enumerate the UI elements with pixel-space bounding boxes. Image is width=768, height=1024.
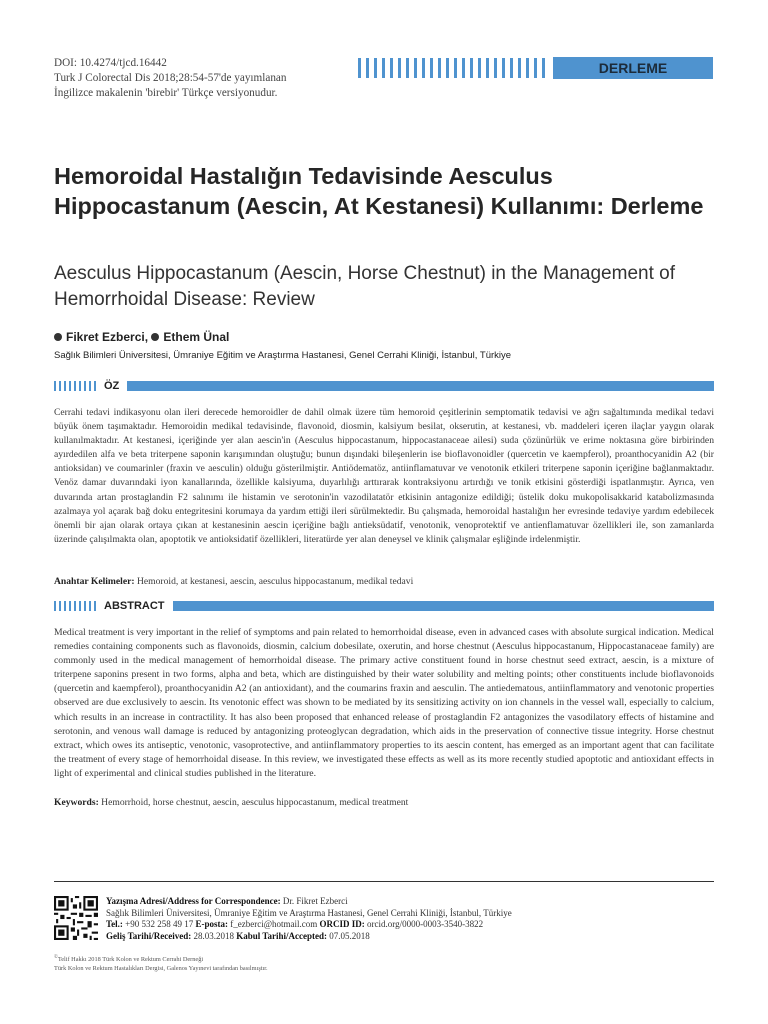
orcid-label: ORCID ID: <box>319 919 365 930</box>
doi: DOI: 10.4274/tjcd.16442 <box>54 57 167 69</box>
oz-text: Cerrahi tedavi indikasyonu olan ileri derecede hemoroidler de dahil olmak üzere tüm hemoroid çeşitlerinin semptomatik tedavisi ve ağrı sağaltımında medikal tedavi büyük önem taşımaktadır. Hemoroidin medikal tedavisinde, flavonoid, diosmin, kalsiyum besilat, okserutin, at kestanesi, vb. maddeleri içeren ilaçlar yaygın olarak kullanılmaktadır. At kestanesi, içeriğinde yer alan aescin'in (Aesculus hippocastanum, hippocastanaceae ailesi) suda çözünürlük ve erime noktasına göre birbirinden ayırdedilen alfa ve beta triterpene saponin karışımından oluştuğu; bunun dışındaki bileşenlerin ise bioflavonoidler (quercetin ve kaempferol), proanthocyanidin A2 (bir antioksidan) ve coumarinler (fraxin ve aesculin) olduğu gösterilmiştir. Antiödematöz, antiinflamatuvar ve venotonik etkileri triterpene saponin içeriğine bağlanmaktadır. Venöz damar duvarındaki iyon kanallarında, özellikle kalsiyuma, duyarlılığı arttırarak kontraksiyonu artırdığı ve tonik etkisini gösterdiği ispatlanmıştır. Ayrıca, ven duvarında artan prostaglandin F2 salınımı ile histamin ve serotonin'in vazodilatatör etkisinin antagonize edildiği; üstelik doku mukopolisakkarid katabolizmasında azalmaya yol açarak bağ doku entegritesini korumaya da yardım ettiği ileri sürülmektedir. Bu çalışmada, hemoroidal hastalığın her evresinde tedaviye yardım edebilecek önemli bir ajan olarak ortaya çıkan at kestanesinin aescin içeriğine bağlı antieksüdatif, venotonik, venoprotektif ve antienflamatuvar özellikleri ile, son zamanlarda üzerinde çalışılmakta olan, apoptotik ve antioksidatif özellikleri, literatürde yer alan deneysel ve klinik çalışmalar eşliğinde irdelenmiştir. <box>54 407 714 545</box>
copyright-line-1: Telif Hakkı 2018 Türk Kolon ve Rektum Cerrahi Derneği <box>57 956 204 964</box>
keywords-label: Anahtar Kelimeler: <box>54 576 135 587</box>
email-value[interactable]: f_ezberci@hotmail.com <box>228 919 320 930</box>
received-label: Geliş Tarihi/Received: <box>106 930 192 941</box>
footer-rule <box>54 881 714 882</box>
copyright-symbol: © <box>54 955 58 960</box>
copyright-notice <box>54 954 268 973</box>
abstract-heading: ABSTRACT <box>104 600 165 612</box>
section-rule <box>127 381 714 391</box>
oz-section-header <box>54 380 714 392</box>
article-title-en: Aesculus Hippocastanum (Aescin, Horse Chestnut) in the Management of Hemorrhoidal Disease: Review <box>54 263 675 310</box>
affiliation: Sağlık Bilimleri Üniversitesi, Ümraniye Eğitim ve Araştırma Hastanesi, Genel Cerrahi Kliniği, İstanbul, Türkiye <box>54 350 512 361</box>
section-rule <box>173 601 715 611</box>
article-type-badge: DERLEME <box>553 57 713 79</box>
correspondence-label: Yazışma Adresi/Address for Correspondence: <box>106 896 281 906</box>
tel-label: Tel.: <box>106 919 123 930</box>
author-list <box>54 330 229 344</box>
section-stripe-decoration <box>54 601 96 611</box>
tel-value: +90 532 258 49 17 <box>122 919 196 930</box>
oz-keywords <box>54 575 714 589</box>
keywords-value: Hemorrhoid, horse chestnut, aescin, aesculus hippocastanum, medical treatment <box>98 797 409 808</box>
abstract-text: Medical treatment is very important in the relief of symptoms and pain related to hemorrhoidal disease, even in advanced cases with absolute surgical indication. Medical remedies containing components such as flavonoids, diosmin, calcium dobesilate, oxerutin, and horse chestnut (Aesculus hippocastanum, Hippocastanaceae family) are commonly used in the medical management of hemorrhoidal disease. The primary active constituent found in horse chestnut seed extract, aescin, is a mixture of triterpene saponins present in two forms, alpha and beta, which are distinguished by their water solubility and melting points; other constituents include bioflavonoids (quercetin and kaempferol), proanthocyanidin A2 (an antioxidant), and the coumarins fraxin and aesculin. The antiedematous, antiinflammatory and venotonic properties observed are due exclusively to aescin. Its venotonic effect was shown to be mediated by its sensitizing activity on ion channels in the vessel wall, especially to calcium, which results in an increase in contractility. It has also been proposed that enhanced release of prostaglandin F2 antagonizes the vasodilatory effects of histamine and serotonin, and venous wall damage is reduced by antagonizing proteoglycan degradation, which aids in the preservation of connective tissue integrity. Horse chestnut extract, which owes its antiseptic, venotonic, vasoprotective, and antiinflammatory properties to its aescin content, has emerged as an important agent that can facilitate the treatment of every stage of hemorrhoidal disease. In this review, we investigated these effects as well as its more recently studied apoptotic and antioxidant effects in light of experimental and clinical studies published in the literature. <box>54 627 714 779</box>
translation-note: İngilizce makalenin 'birebir' Türkçe versiyonudur. <box>54 87 278 99</box>
abstract-keywords <box>54 796 714 810</box>
header-stripe-decoration <box>358 58 545 78</box>
oz-heading: ÖZ <box>104 380 120 392</box>
orcid-icon[interactable] <box>151 333 159 341</box>
correspondence-address: Sağlık Bilimleri Üniversitesi, Ümraniye Eğitim ve Araştırma Hastanesi, Genel Cerrahi Kliniği, İstanbul, Türkiye <box>106 907 512 918</box>
author-name: Fikret Ezberci, <box>66 330 152 344</box>
publication-meta <box>54 56 286 101</box>
received-date: 28.03.2018 <box>191 930 237 941</box>
section-stripe-decoration <box>54 381 96 391</box>
author-name: Ethem Ünal <box>163 330 230 344</box>
email-label: E-posta: <box>195 919 229 930</box>
article-title-tr: Hemoroidal Hastalığın Tedavisinde Aesculus Hippocastanum (Aescin, At Kestanesi) Kullanımı: Derleme <box>54 163 704 219</box>
correspondence-name: Dr. Fikret Ezberci <box>280 896 348 906</box>
keywords-label: Keywords: <box>54 797 99 808</box>
keywords-value: Hemoroid, at kestanesi, aescin, aesculus hippocastanum, medikal tedavi <box>134 576 414 587</box>
accepted-label: Kabul Tarihi/Accepted: <box>236 930 328 941</box>
citation: Turk J Colorectal Dis 2018;28:54-57'de yayımlanan <box>54 72 287 84</box>
qr-code-icon <box>54 896 98 940</box>
orcid-value[interactable]: orcid.org/0000-0003-3540-3822 <box>364 919 484 930</box>
abstract-section-header <box>54 600 714 612</box>
orcid-icon[interactable] <box>54 333 62 341</box>
copyright-line-2: Türk Kolon ve Rektum Hastalıkları Dergisi, Galenos Yayınevi tarafından basılmıştır. <box>54 964 268 972</box>
correspondence-block <box>106 896 512 942</box>
accepted-date: 07.05.2018 <box>327 930 370 941</box>
